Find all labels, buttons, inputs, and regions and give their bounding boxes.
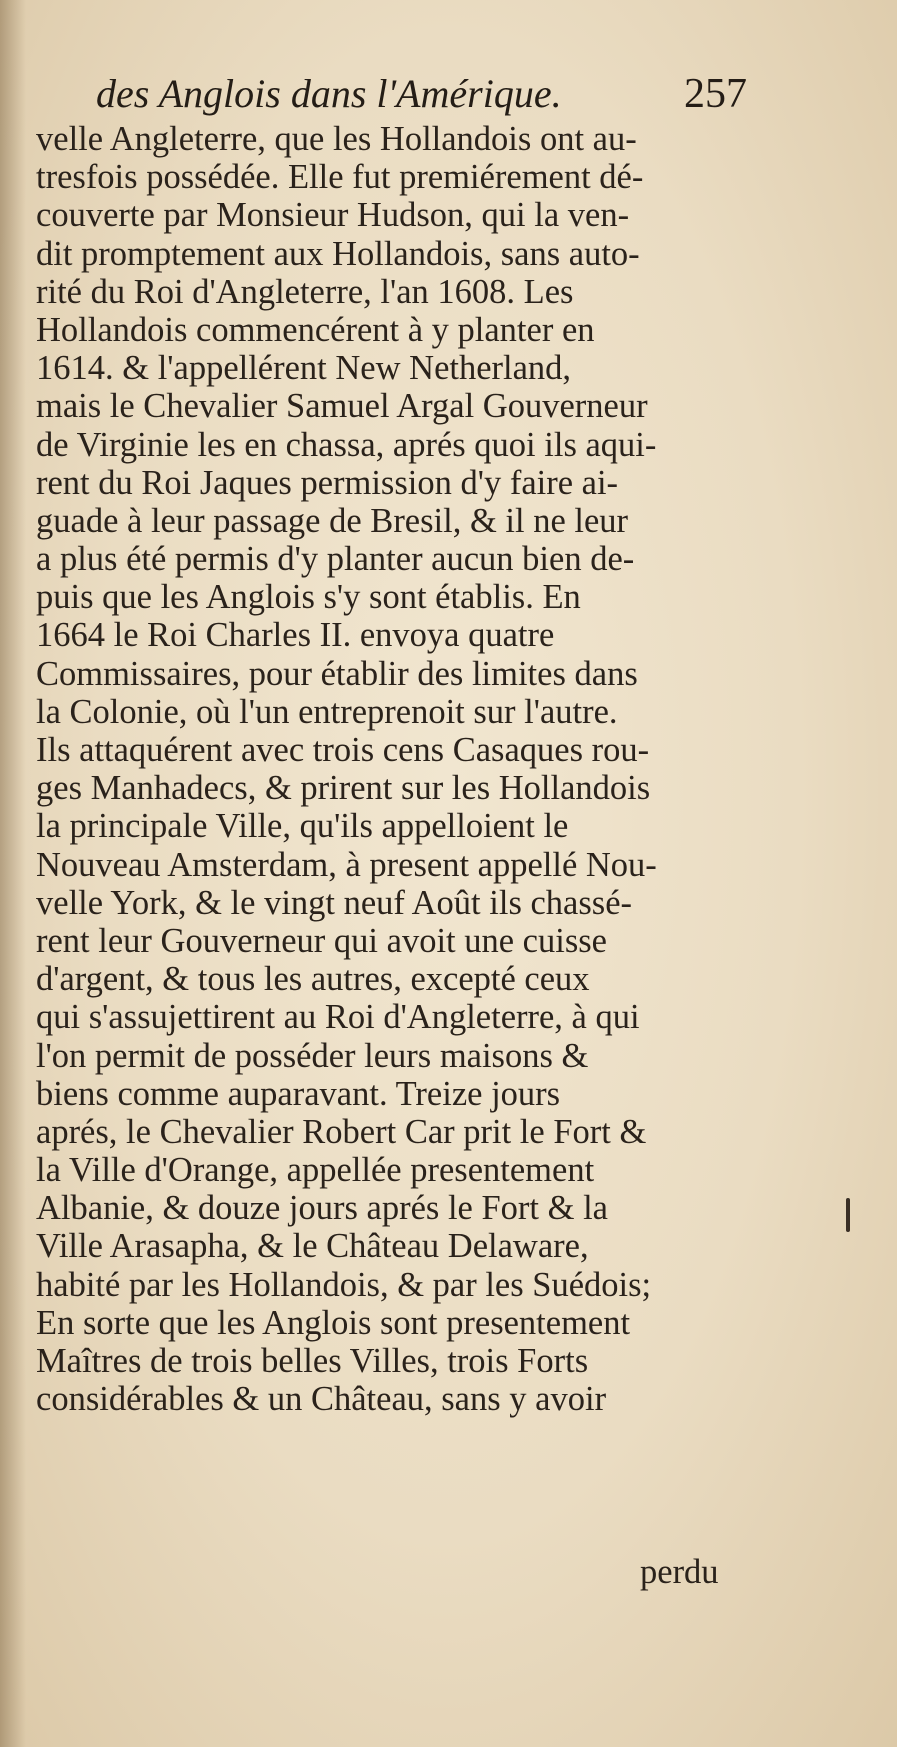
text-line: la principale Ville, qu'ils appelloient le [36, 807, 569, 846]
margin-ink-mark [846, 1198, 850, 1232]
text-line: la Ville d'Orange, appellée presentement [36, 1151, 595, 1190]
page-number: 257 [684, 71, 747, 117]
text-line: Ville Arasapha, & le Château Delaware, [36, 1227, 589, 1266]
text-line: En sorte que les Anglois sont presentement [36, 1303, 631, 1342]
text-line: qui s'assujettirent au Roi d'Angleterre, à qui [36, 998, 640, 1037]
text-line: a plus été permis d'y planter aucun bien de- [36, 540, 635, 579]
text-line: puis que les Anglois s'y sont établis. En [36, 578, 581, 617]
text-line: velle Angleterre, que les Hollandois ont au- [36, 120, 637, 158]
text-line: rent du Roi Jaques permission d'y faire ai- [36, 463, 619, 502]
text-line: Commissaires, pour établir des limites dans [36, 654, 638, 693]
text-line: dit promptement aux Hollandois, sans auto- [36, 234, 640, 273]
body-text [36, 120, 776, 1418]
text-line: guade à leur passage de Bresil, & il ne leur [36, 501, 629, 540]
text-line: de Virginie les en chassa, aprés quoi ils aqui- [36, 425, 657, 464]
text-line: velle York, & le vingt neuf Août ils chassé- [36, 883, 633, 922]
catchword: perdu [640, 1553, 719, 1591]
text-line: habité par les Hollandois, & par les Suédois; [36, 1265, 652, 1304]
text-line: couverte par Monsieur Hudson, qui la ven- [36, 196, 630, 235]
gutter-shadow [0, 0, 26, 1747]
text-line: ges Manhadecs, & prirent sur les Hollandois [36, 769, 651, 808]
text-line: 1614. & l'appellérent New Netherland, [36, 349, 572, 388]
text-line: Maîtres de trois belles Villes, trois Forts [36, 1342, 589, 1380]
text-line: aprés, le Chevalier Robert Car prit le Fort & [36, 1112, 647, 1151]
text-line: Ils attaquérent avec trois cens Casaques rou- [36, 731, 650, 769]
text-line: considérables & un Château, sans y avoir [36, 1380, 607, 1419]
text-line: Hollandois commencérent à y planter en [36, 310, 595, 349]
text-line: rité du Roi d'Angleterre, l'an 1608. Les [36, 272, 574, 311]
text-line: mais le Chevalier Samuel Argal Gouverneur [36, 387, 648, 426]
text-line: Nouveau Amsterdam, à present appellé Nou- [36, 845, 657, 884]
text-line: Albanie, & douze jours aprés le Fort & la [36, 1189, 608, 1228]
text-line: d'argent, & tous les autres, excepté ceux [36, 960, 590, 999]
running-head: des Anglois dans l'Amérique. [96, 71, 562, 116]
text-line: rent leur Gouverneur qui avoit une cuisse [36, 921, 607, 960]
text-line: biens comme auparavant. Treize jours [36, 1074, 561, 1113]
text-line: l'on permit de posséder leurs maisons & [36, 1036, 589, 1075]
text-line: 1664 le Roi Charles II. envoya quatre [36, 616, 555, 655]
text-line: la Colonie, où l'un entreprenoit sur l'autre. [36, 692, 618, 731]
text-line: tresfois possédée. Elle fut premiérement dé- [36, 158, 644, 197]
